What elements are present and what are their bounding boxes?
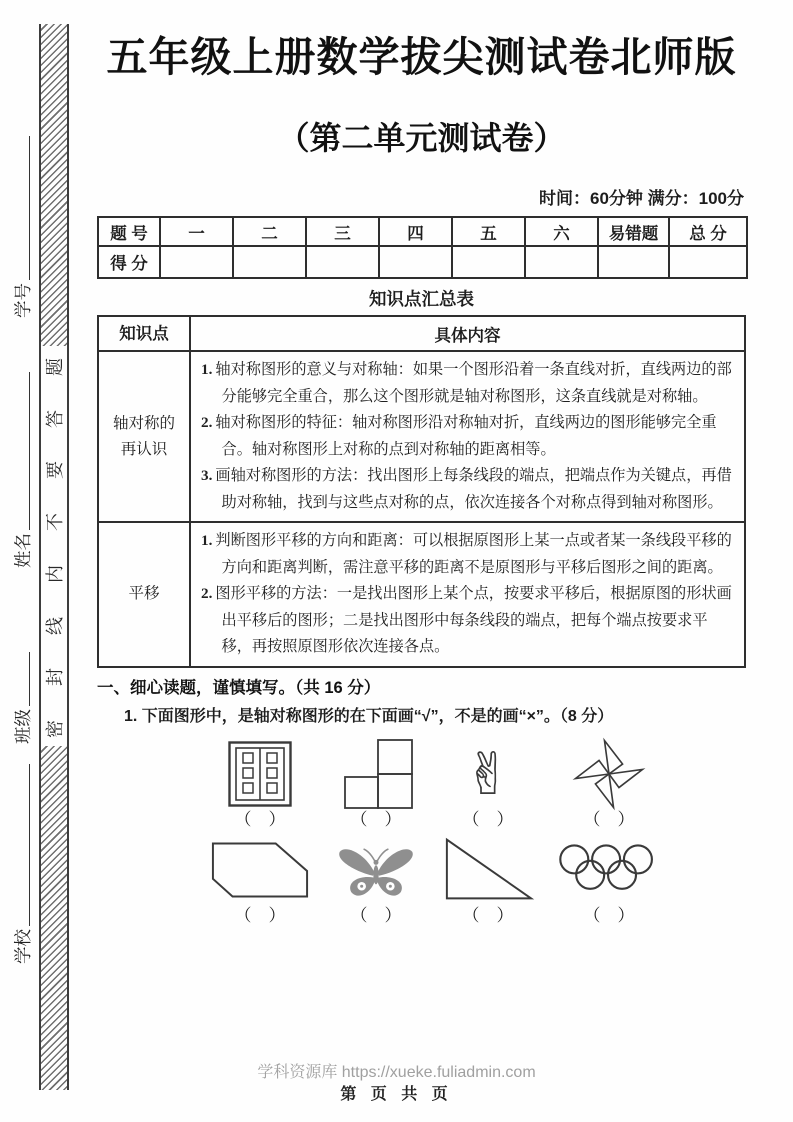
knowledge-item <box>201 528 736 581</box>
double-door-panel-icon <box>228 738 292 810</box>
score-input-cell <box>669 246 747 278</box>
knowledge-table-title: 知识点汇总表 <box>369 289 474 309</box>
score-input-cell <box>598 246 669 278</box>
answer-slot: （ ） <box>234 809 286 829</box>
answer-slot: （ ） <box>583 809 635 829</box>
seal-char: 封 <box>45 668 65 687</box>
section-one-heading: 一、细心读题，谨慎填写。（共 16 分） <box>97 678 381 697</box>
seal-char: 要 <box>45 461 65 480</box>
student-name-label: 姓名 <box>13 533 33 568</box>
knowledge-col-content: 具体内容 <box>190 316 745 351</box>
item-number: 2. <box>201 414 213 431</box>
student-name-field <box>10 372 34 568</box>
answer-slot: （ ） <box>350 809 402 829</box>
score-header-cell: 二 <box>233 217 306 246</box>
victory-hand-icon: ✌ <box>463 739 513 808</box>
point-line: 平移 <box>128 585 160 603</box>
knowledge-item <box>201 463 736 516</box>
seal-char: 题 <box>45 358 65 376</box>
question-1-figures-grid <box>209 738 661 926</box>
knowledge-content-cell <box>190 522 745 667</box>
paper-title: 五年级上册数学拔尖测试卷北师版 <box>106 34 737 80</box>
knowledge-point-cell <box>98 351 190 522</box>
score-table <box>97 216 748 279</box>
knowledge-row-symmetry <box>98 351 745 522</box>
figure-item <box>209 834 311 926</box>
score-header-cell: 一 <box>160 217 233 246</box>
figure-item <box>441 738 535 830</box>
item-text: 判断图形平移的方向和距离：可以根据原图形上某一点或者某一条线段平移的方向和距离判断，需注意平移的距离不是原图形与平移后图形之间的距离。 <box>215 532 732 576</box>
butterfly-icon <box>333 834 419 906</box>
score-input-cell <box>160 246 233 278</box>
class-field <box>10 652 34 744</box>
student-number-field <box>10 136 34 318</box>
seal-char: 内 <box>45 564 65 583</box>
class-blank-line <box>29 652 30 706</box>
pinwheel-icon <box>571 738 647 810</box>
class-label: 班级 <box>13 709 33 744</box>
seal-char: 密 <box>45 719 65 738</box>
page-number-line: 第 页 共 页 <box>340 1086 453 1103</box>
question-1-text: 1. 下面图形中，是轴对称图形的在下面画“√”，不是的画“×”。（8 分） <box>124 707 614 725</box>
item-text: 轴对称图形的意义与对称轴：如果一个图形沿着一条直线对折，直线两边的部分能够完全重合，那么这个图形就是轴对称图形，这条直线就是对称轴。 <box>215 361 732 405</box>
figure-item <box>557 738 661 830</box>
score-input-cell <box>452 246 525 278</box>
answer-slot: （ ） <box>350 905 402 925</box>
student-number-blank-line <box>29 136 30 280</box>
answer-slot: （ ） <box>462 905 514 925</box>
item-number: 3. <box>201 467 213 484</box>
figure-item <box>557 834 661 926</box>
knowledge-item <box>201 581 736 661</box>
figure-item <box>209 738 311 830</box>
hatch-pattern-top <box>41 24 67 346</box>
score-header-cell: 易错题 <box>598 217 669 246</box>
time-and-score-info: 时间：60分钟 满分：100分 <box>539 189 744 208</box>
student-name-blank-line <box>29 372 30 530</box>
item-text: 画轴对称图形的方法：找出图形上每条线段的端点，把端点作为关键点，再借助对称轴，找到与这些点对称的点，依次连接各个对称点得到轴对称图形。 <box>215 467 732 511</box>
figure-item <box>333 834 419 926</box>
score-input-cell <box>306 246 379 278</box>
answer-slot: （ ） <box>234 905 286 925</box>
item-text: 图形平移的方法：一是找出图形上某个点，按要求平移后，根据原图的形状画出平移后的图形；二是找出图形中每条线段的端点，把每个端点按要求平移，再按照原图形依次连接各点。 <box>215 585 732 655</box>
seal-line-band <box>39 24 69 1090</box>
item-text: 轴对称图形的特征：轴对称图形沿对称轴对折，直线两边的图形能够完全重合。轴对称图形上对称的点到对称轴的距离相等。 <box>215 414 717 458</box>
score-header-cell: 四 <box>379 217 452 246</box>
point-line: 轴对称的 <box>112 414 175 432</box>
score-header-cell: 六 <box>525 217 598 246</box>
knowledge-item <box>201 410 736 463</box>
knowledge-row-translation <box>98 522 745 667</box>
score-header-cell: 总 分 <box>669 217 747 246</box>
item-number: 1. <box>201 361 213 378</box>
olympic-rings-icon <box>557 834 661 906</box>
seal-phrase-vertical <box>41 354 67 742</box>
answer-slot: （ ） <box>462 809 514 829</box>
knowledge-content-cell <box>190 351 745 522</box>
seal-char: 答 <box>45 409 65 428</box>
score-input-cell <box>525 246 598 278</box>
watermark-text: 学科资源库 https://xueke.fuliadmin.com <box>257 1064 536 1081</box>
score-row-label: 得 分 <box>98 246 160 278</box>
knowledge-col-point: 知识点 <box>98 316 190 351</box>
point-line: 再认识 <box>120 440 168 458</box>
item-number: 1. <box>201 532 213 549</box>
knowledge-header-row <box>98 316 745 351</box>
paper-subtitle: （第二单元测试卷） <box>277 120 566 156</box>
irregular-hexagon-icon <box>209 834 311 906</box>
score-input-cell <box>233 246 306 278</box>
l-shaped-blocks-icon <box>335 738 417 810</box>
school-label: 学校 <box>13 929 33 964</box>
school-field <box>10 764 34 964</box>
score-table-header-row <box>98 217 747 246</box>
knowledge-item <box>201 357 736 410</box>
knowledge-table <box>97 315 746 668</box>
knowledge-point-cell <box>98 522 190 667</box>
figure-item <box>441 834 535 926</box>
score-header-cell: 三 <box>306 217 379 246</box>
score-header-cell: 题 号 <box>98 217 160 246</box>
student-number-label: 学号 <box>13 283 33 318</box>
right-triangle-icon <box>441 834 535 906</box>
figure-item <box>333 738 419 830</box>
school-blank-line <box>29 764 30 926</box>
item-number: 2. <box>201 585 213 602</box>
score-table-score-row <box>98 246 747 278</box>
score-input-cell <box>379 246 452 278</box>
answer-slot: （ ） <box>583 905 635 925</box>
seal-char: 不 <box>45 513 65 532</box>
seal-char: 线 <box>45 616 65 635</box>
hatch-pattern-bottom <box>41 746 67 1090</box>
main-content <box>97 0 746 926</box>
score-header-cell: 五 <box>452 217 525 246</box>
